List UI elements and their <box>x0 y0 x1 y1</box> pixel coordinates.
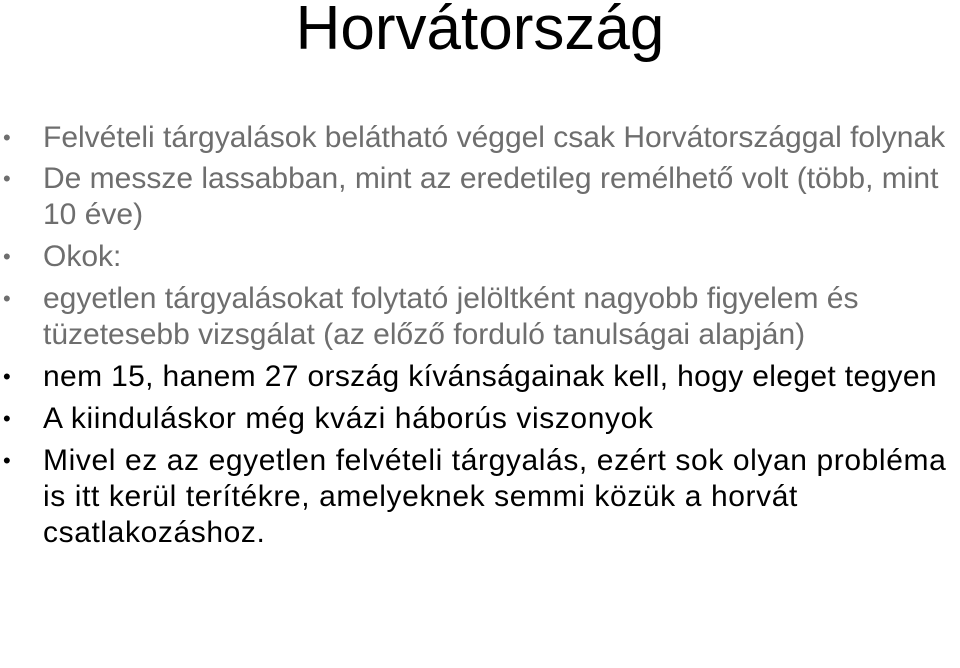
bullet-text: De messze lassabban, mint az eredetileg remélhető volt (több, mint 10 éve) <box>43 162 939 231</box>
bullet-text: Okok: <box>43 240 122 273</box>
bullet-text: nem 15, hanem 27 ország kívánságainak kell, hogy eleget tegyen <box>43 360 937 393</box>
bullet-text: egyetlen tárgyalásokat folytató jelöltként nagyobb figyelem és tüzetesebb vizsgálat (az előző forduló tanulságai alapján) <box>43 282 859 351</box>
bullet-list <box>0 120 960 557</box>
bullet-text: A kiinduláskor még kvázi háborús viszonyok <box>43 402 654 435</box>
bullet-item <box>0 401 960 437</box>
bullet-icon: • <box>3 448 11 473</box>
bullet-icon: • <box>3 406 11 431</box>
bullet-icon: • <box>3 364 11 389</box>
bullet-text: Felvételi tárgyalások belátható véggel csak Horvátországgal folynak <box>43 121 946 154</box>
bullet-item <box>0 443 960 551</box>
bullet-icon: • <box>3 125 11 150</box>
bullet-item <box>0 120 960 156</box>
bullet-item <box>0 239 960 275</box>
bullet-icon: • <box>3 244 11 269</box>
bullet-icon: • <box>3 166 11 191</box>
slide-title: Horvátország <box>295 0 665 63</box>
bullet-item <box>0 281 960 353</box>
bullet-item <box>0 161 960 233</box>
bullet-item <box>0 359 960 395</box>
bullet-icon: • <box>3 286 11 311</box>
bullet-text: Mivel ez az egyetlen felvételi tárgyalás, ezért sok olyan probléma is itt kerül terítékre, amelyeknek semmi közük a horvát csatlakozáshoz. <box>43 444 947 549</box>
